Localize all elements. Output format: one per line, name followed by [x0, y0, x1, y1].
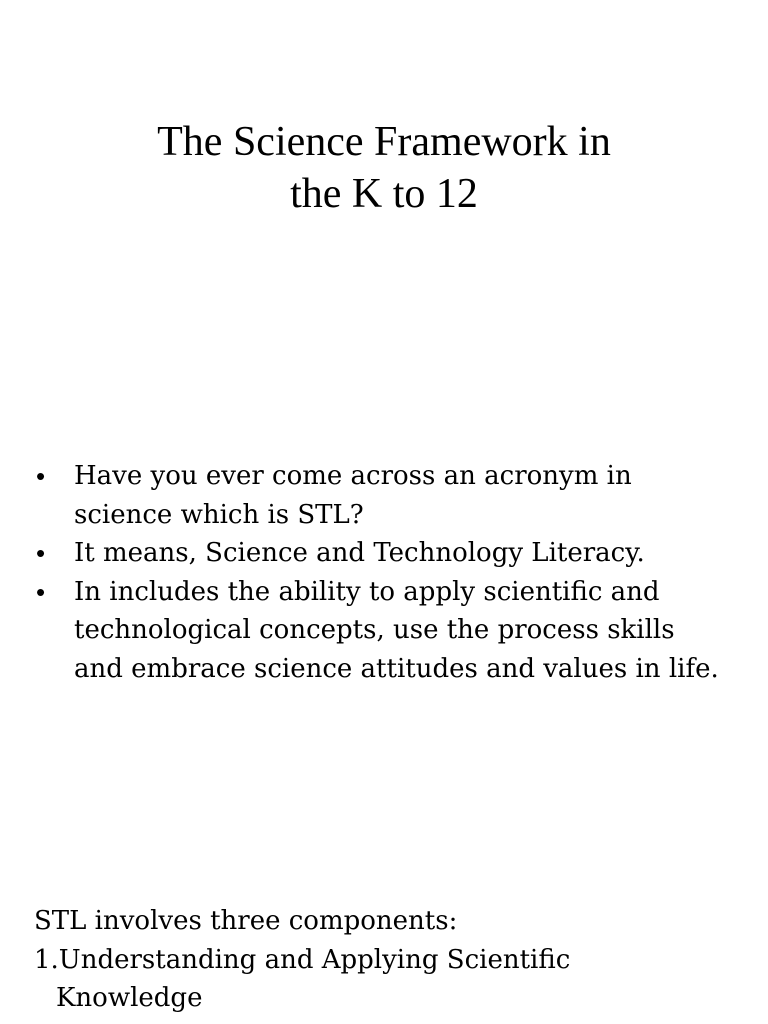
bullet-list [36, 457, 756, 688]
slide-title-line-1: The Science Framework in [157, 119, 611, 165]
bullet-item [36, 457, 756, 534]
slide-title [0, 116, 768, 220]
bullet-text-line: Have you ever come across an acronym in [74, 461, 632, 491]
component-item-1-continuation: Knowledge [56, 983, 203, 1013]
bullet-item [36, 573, 756, 689]
bullet-item [36, 534, 756, 573]
components-intro: STL involves three components: [34, 906, 458, 936]
bullet-text-line: science which is STL? [74, 499, 364, 530]
bullet-text-line: In includes the ability to apply scientific and [74, 576, 660, 607]
bullet-icon: • [36, 576, 46, 607]
bullet-text-line: technological concepts, use the process skills [74, 615, 675, 645]
component-item-1: 1.Understanding and Applying Scientific [34, 944, 571, 975]
components-section [34, 902, 754, 1018]
bullet-icon: • [36, 461, 46, 491]
bullet-icon: • [36, 538, 46, 568]
bullet-text-line: It means, Science and Technology Literacy. [74, 538, 645, 568]
slide-title-line-2: the K to 12 [290, 171, 478, 217]
bullet-text-line: and embrace science attitudes and values in life. [74, 653, 719, 684]
